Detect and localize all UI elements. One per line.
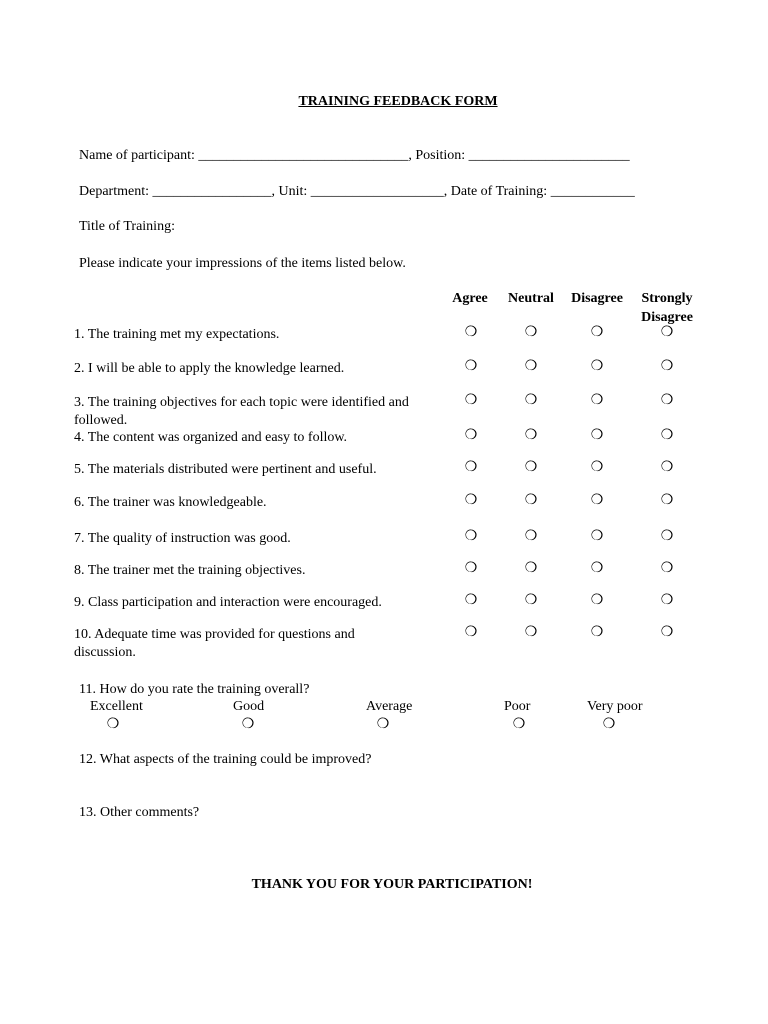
header-neutral: Neutral: [508, 291, 554, 306]
overall-option-very-poor-label: Very poor: [587, 699, 643, 714]
overall-radio-average[interactable]: ❍: [376, 717, 390, 732]
item-3-text: 3. The training objectives for each topic were identified and: [74, 395, 409, 410]
item-4-text: 4. The content was organized and easy to follow.: [74, 430, 348, 445]
item-3-radio-disagree[interactable]: ❍: [590, 393, 604, 408]
item-10-text-continued: discussion.: [74, 645, 136, 660]
header-strongly-disagree-line1: Strongly: [641, 291, 693, 306]
item-8-radio-strongly-disagree[interactable]: ❍: [660, 561, 674, 576]
item-10-radio-neutral[interactable]: ❍: [524, 625, 538, 640]
item-9-radio-disagree[interactable]: ❍: [590, 593, 604, 608]
item-3-text-continued: followed.: [74, 413, 128, 428]
item-2-radio-neutral[interactable]: ❍: [524, 359, 538, 374]
item-3-radio-agree[interactable]: ❍: [464, 393, 478, 408]
item-9-text: 9. Class participation and interaction were encouraged.: [74, 595, 382, 610]
overall-option-good-label: Good: [233, 699, 265, 714]
comments-question: 13. Other comments?: [79, 805, 200, 820]
item-2-radio-disagree[interactable]: ❍: [590, 359, 604, 374]
overall-option-average-label: Average: [366, 699, 413, 714]
item-10-radio-strongly-disagree[interactable]: ❍: [660, 625, 674, 640]
overall-radio-good[interactable]: ❍: [241, 717, 255, 732]
item-9-radio-agree[interactable]: ❍: [464, 593, 478, 608]
training-title-label: Title of Training:: [79, 219, 175, 234]
item-5-radio-neutral[interactable]: ❍: [524, 460, 538, 475]
item-7-radio-neutral[interactable]: ❍: [524, 529, 538, 544]
item-7-radio-agree[interactable]: ❍: [464, 529, 478, 544]
improvement-question: 12. What aspects of the training could be improved?: [79, 752, 372, 767]
header-agree: Agree: [452, 291, 488, 306]
overall-question: 11. How do you rate the training overall?: [79, 682, 310, 697]
item-1-radio-disagree[interactable]: ❍: [590, 325, 604, 340]
item-8-radio-agree[interactable]: ❍: [464, 561, 478, 576]
item-2-radio-strongly-disagree[interactable]: ❍: [660, 359, 674, 374]
item-8-text: 8. The trainer met the training objectives.: [74, 563, 306, 578]
overall-radio-very-poor[interactable]: ❍: [602, 717, 616, 732]
item-7-radio-disagree[interactable]: ❍: [590, 529, 604, 544]
thank-you-footer: THANK YOU FOR YOUR PARTICIPATION!: [251, 877, 533, 892]
item-6-radio-agree[interactable]: ❍: [464, 493, 478, 508]
item-4-radio-disagree[interactable]: ❍: [590, 428, 604, 443]
item-5-text: 5. The materials distributed were pertinent and useful.: [74, 462, 377, 477]
department-unit-date-line: Department: _________________, Unit: ___________________, Date of Training: ____________: [79, 184, 635, 199]
item-1-radio-agree[interactable]: ❍: [464, 325, 478, 340]
item-10-radio-agree[interactable]: ❍: [464, 625, 478, 640]
item-6-radio-neutral[interactable]: ❍: [524, 493, 538, 508]
item-6-radio-disagree[interactable]: ❍: [590, 493, 604, 508]
item-1-radio-strongly-disagree[interactable]: ❍: [660, 325, 674, 340]
header-strongly-disagree-line2: Disagree: [641, 310, 693, 325]
item-3-radio-strongly-disagree[interactable]: ❍: [660, 393, 674, 408]
item-4-radio-strongly-disagree[interactable]: ❍: [660, 428, 674, 443]
item-2-text: 2. I will be able to apply the knowledge learned.: [74, 361, 345, 376]
item-9-radio-neutral[interactable]: ❍: [524, 593, 538, 608]
instruction-text: Please indicate your impressions of the items listed below.: [79, 256, 406, 271]
item-5-radio-strongly-disagree[interactable]: ❍: [660, 460, 674, 475]
item-10-radio-disagree[interactable]: ❍: [590, 625, 604, 640]
participant-position-line: Name of participant: ______________________________, Position: _______________________: [79, 148, 630, 163]
item-7-text: 7. The quality of instruction was good.: [74, 531, 291, 546]
overall-radio-excellent[interactable]: ❍: [106, 717, 120, 732]
overall-option-poor-label: Poor: [504, 699, 531, 714]
item-5-radio-agree[interactable]: ❍: [464, 460, 478, 475]
item-7-radio-strongly-disagree[interactable]: ❍: [660, 529, 674, 544]
item-6-radio-strongly-disagree[interactable]: ❍: [660, 493, 674, 508]
overall-radio-poor[interactable]: ❍: [512, 717, 526, 732]
item-8-radio-neutral[interactable]: ❍: [524, 561, 538, 576]
item-10-text: 10. Adequate time was provided for questions and: [74, 627, 355, 642]
header-disagree: Disagree: [571, 291, 623, 306]
item-6-text: 6. The trainer was knowledgeable.: [74, 495, 267, 510]
overall-option-excellent-label: Excellent: [90, 699, 143, 714]
item-5-radio-disagree[interactable]: ❍: [590, 460, 604, 475]
item-9-radio-strongly-disagree[interactable]: ❍: [660, 593, 674, 608]
item-8-radio-disagree[interactable]: ❍: [590, 561, 604, 576]
item-4-radio-neutral[interactable]: ❍: [524, 428, 538, 443]
form-title: TRAINING FEEDBACK FORM: [298, 94, 498, 109]
item-1-text: 1. The training met my expectations.: [74, 327, 280, 342]
item-3-radio-neutral[interactable]: ❍: [524, 393, 538, 408]
item-1-radio-neutral[interactable]: ❍: [524, 325, 538, 340]
item-2-radio-agree[interactable]: ❍: [464, 359, 478, 374]
item-4-radio-agree[interactable]: ❍: [464, 428, 478, 443]
